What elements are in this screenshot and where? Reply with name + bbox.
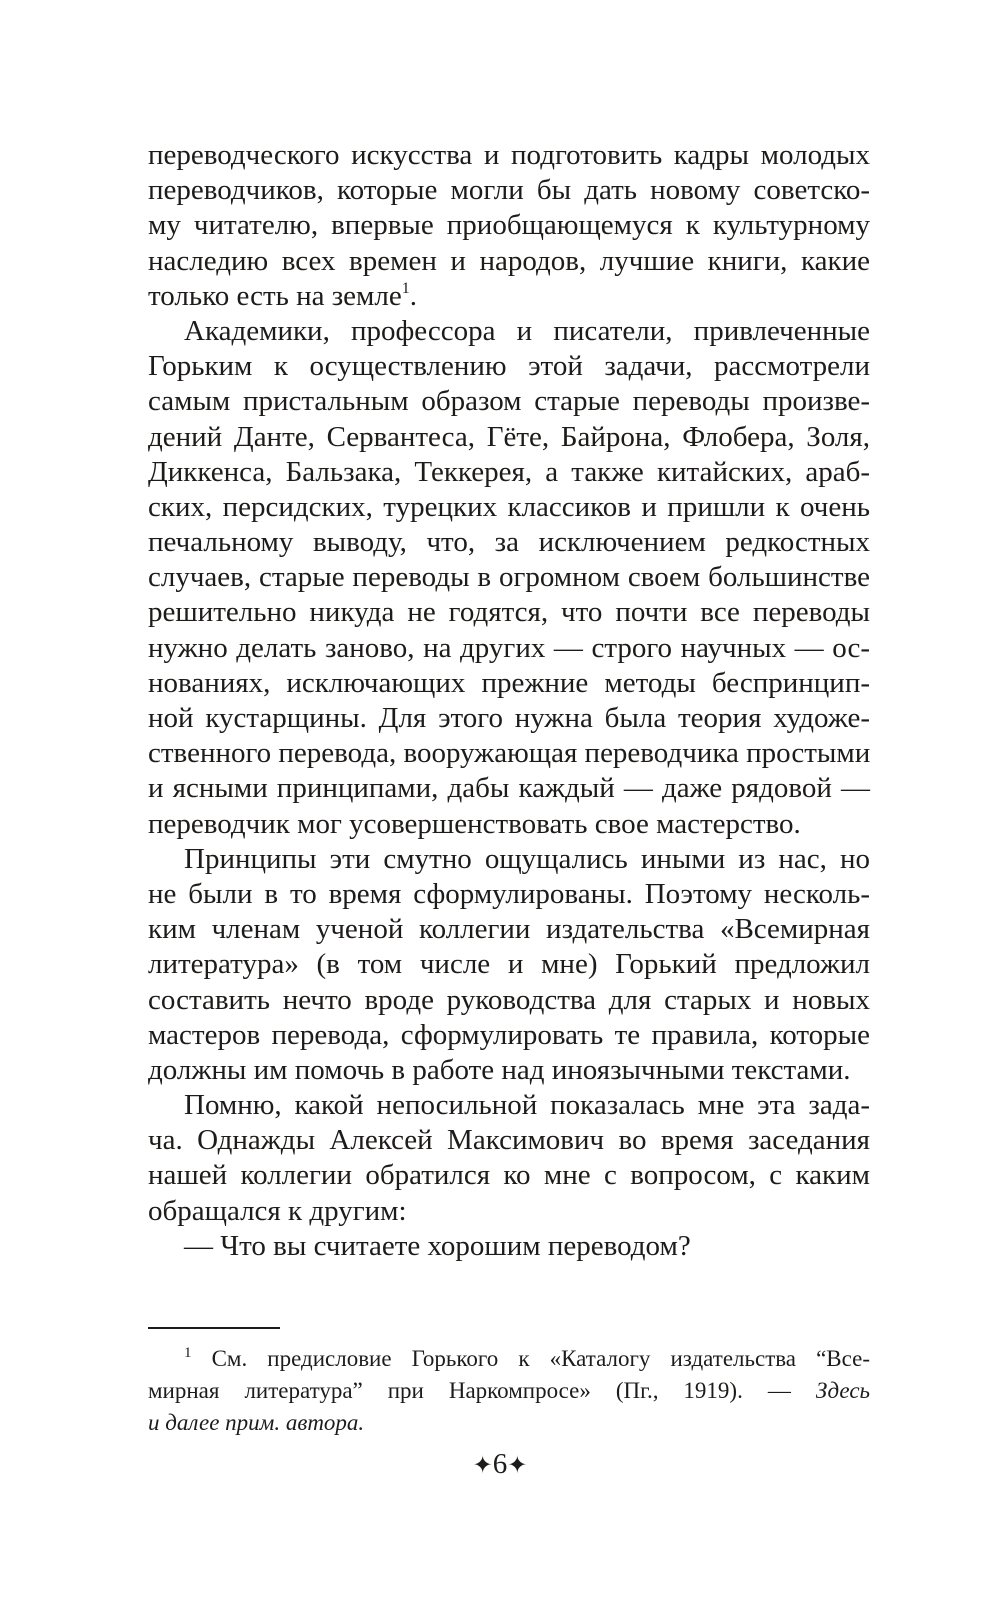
page-number: 6 (492, 1448, 508, 1480)
text-line: самым пристальным образом старые переводы произве- (148, 385, 870, 418)
star-ornament-icon: ✦ (472, 1453, 493, 1479)
text-line: нованиях, исключающих прежние методы беспринцип- (148, 666, 870, 699)
paragraph-first-line: Академики, профессора и писатели, привлеченные (184, 314, 870, 347)
text-line: не были в то время сформулированы. Поэтому несколь- (148, 877, 870, 910)
footnote-number: 1 (184, 1345, 192, 1361)
star-ornament-icon: ✦ (507, 1453, 528, 1479)
text-line: и ясными принципами, дабы каждый — даже рядовой — (148, 772, 870, 805)
sentence-period: . (409, 279, 417, 312)
text-line: мастеров перевода, сформулировать те правила, которые (148, 1018, 870, 1051)
body-text (148, 138, 870, 1264)
text-fragment: только есть на земле (148, 279, 402, 312)
footnote-text: См. предисловие Горького к «Каталогу издательства “Все- (191, 1346, 870, 1371)
text-line: литература» (в том числе и мне) Горький предложил (148, 948, 870, 981)
footnote-italic-text: и далее прим. автора. (148, 1410, 365, 1435)
paragraph-last-line: должны им помочь в работе над иноязычными текстами. (148, 1053, 851, 1086)
text-line: случаев, старые переводы в огромном своем большинстве (148, 561, 870, 594)
text-line: наследию всех времен и народов, лучшие книги, какие (148, 244, 870, 277)
text-line: му читателю, впервые приобщающемуся к культурному (148, 209, 870, 242)
text-line: переводчиков, которые могли бы дать новому советско- (148, 174, 870, 207)
text-line: ских, персидских, турецких классиков и пришли к очень (148, 490, 870, 523)
text-line: печальному выводу, что, за исключением редкостных (148, 526, 870, 559)
text-line: Горьким к осуществлению этой задачи, рассмотрели (148, 350, 870, 383)
paragraph-first-line: Помню, какой непосильной показалась мне эта зада- (184, 1089, 870, 1122)
footnote-line (148, 1375, 870, 1407)
text-line: ким членам ученой коллегии издательства «Всемирная (148, 913, 870, 946)
footnote (148, 1343, 870, 1439)
paragraph-last-line: обращался к другим: (148, 1194, 407, 1227)
page-number-footer (0, 1446, 1000, 1484)
text-line: ча. Однажды Алексей Максимович во время заседания (148, 1124, 870, 1157)
footnote-reference: 1 (401, 279, 410, 297)
text-line: Диккенса, Бальзака, Теккерея, а также китайских, араб- (148, 455, 870, 488)
text-line: решительно никуда не годятся, что почти все переводы (148, 596, 870, 629)
text-line-with-footnote-ref (148, 279, 870, 314)
footnote-separator (148, 1327, 280, 1329)
text-line: нужно делать заново, на других — строго научных — ос- (148, 631, 870, 664)
footnote-italic-text: Здесь (815, 1378, 870, 1403)
footnote-text: мирная литература” при Наркомпросе» (Пг., 1919). — (148, 1378, 816, 1403)
paragraph-first-line: Принципы эти смутно ощущались иными из нас, но (184, 842, 870, 875)
dialogue-line: — Что вы считаете хорошим переводом? (184, 1229, 691, 1262)
text-line: составить нечто вроде руководства для старых и новых (148, 983, 870, 1016)
paragraph-last-line: переводчик мог усовершенствовать свое мастерство. (148, 807, 801, 840)
footnote-line (148, 1343, 870, 1375)
text-line: ной кустарщины. Для этого нужна была теория художе- (148, 702, 870, 734)
text-line: ственного перевода, вооружающая переводчика простыми (148, 737, 871, 770)
footnote-line (148, 1407, 870, 1439)
text-line: нашей коллегии обратился ко мне с вопросом, с каким (148, 1159, 870, 1192)
text-line: дений Данте, Сервантеса, Гёте, Байрона, Флобера, Золя, (148, 420, 870, 453)
text-line: переводческого искусства и подготовить кадры молодых (148, 139, 870, 171)
